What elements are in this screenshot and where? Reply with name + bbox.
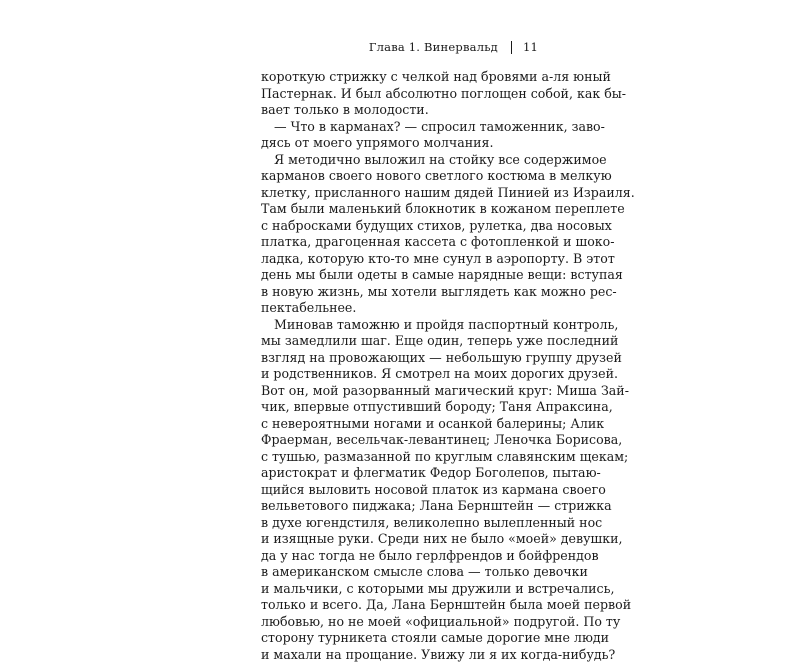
text-line: в новую жизнь, мы хотели выглядеть как можно рес- (261, 284, 543, 301)
text-line: Миновав таможню и пройдя паспортный контроль, (261, 317, 543, 334)
text-line: с невероятными ногами и осанкой балерины; Алик (261, 416, 543, 433)
text-line: Там были маленький блокнотик в кожаном переплете (261, 201, 543, 218)
text-line: Вот он, мой разорванный магический круг: Миша Зай- (261, 383, 543, 400)
text-line: и изящные руки. Среди них не было «моей» девушки, (261, 531, 543, 548)
text-line: платка, драгоценная кассета с фотопленкой и шоко- (261, 234, 543, 251)
text-line: аристократ и флегматик Федор Боголепов, пытаю- (261, 465, 543, 482)
text-line: день мы были одеты в самые нарядные вещи: вступая (261, 267, 543, 284)
text-line: дясь от моего упрямого молчания. (261, 135, 543, 152)
text-line: вает только в молодости. (261, 102, 543, 119)
text-line: Пастернак. И был абсолютно поглощен собой, как бы- (261, 86, 543, 103)
text-line: карманов своего нового светлого костюма в мелкую (261, 168, 543, 185)
chapter-title: Глава 1. Винервальд (369, 40, 498, 54)
running-head (369, 40, 538, 54)
text-line: вельветового пиджака; Лана Бернштейн — стрижка (261, 498, 543, 515)
text-line: да у нас тогда не было герлфрендов и бойфрендов (261, 548, 543, 565)
text-line: взгляд на провожающих — небольшую группу друзей (261, 350, 543, 367)
body-text (261, 69, 543, 663)
text-line: и мальчики, с которыми мы дружили и встречались, (261, 581, 543, 598)
text-line: и махали на прощание. Увижу ли я их когда-нибудь? (261, 647, 543, 663)
text-line: короткую стрижку с челкой над бровями а-ля юный (261, 69, 543, 86)
text-line: пектабельнее. (261, 300, 543, 317)
text-line: — Что в карманах? — спросил таможенник, заво- (261, 119, 543, 136)
text-line: ладка, которую кто-то мне сунул в аэропорту. В этот (261, 251, 543, 268)
text-line: в американском смысле слова — только девочки (261, 564, 543, 581)
text-line: Фраерман, весельчак-левантинец; Леночка Борисова, (261, 432, 543, 449)
header-separator (511, 41, 512, 54)
text-line: мы замедлили шаг. Еще один, теперь уже последний (261, 333, 543, 350)
text-line: и родственников. Я смотрел на моих дорогих друзей. (261, 366, 543, 383)
text-line: чик, впервые отпустивший бороду; Таня Апраксина, (261, 399, 543, 416)
text-line: щийся выловить носовой платок из кармана своего (261, 482, 543, 499)
text-line: любовью, но не моей «официальной» подругой. По ту (261, 614, 543, 631)
text-line: Я методично выложил на стойку все содержимое (261, 152, 543, 169)
text-line: только и всего. Да, Лана Бернштейн была моей первой (261, 597, 543, 614)
page-number: 11 (523, 40, 538, 54)
text-line: с тушью, размазанной по круглым славянским щекам; (261, 449, 543, 466)
text-line: в духе югендстиля, великолепно вылепленный нос (261, 515, 543, 532)
text-line: с набросками будущих стихов, рулетка, два носовых (261, 218, 543, 235)
text-line: клетку, присланного нашим дядей Пинией из Израиля. (261, 185, 543, 202)
text-line: сторону турникета стояли самые дорогие мне люди (261, 630, 543, 647)
